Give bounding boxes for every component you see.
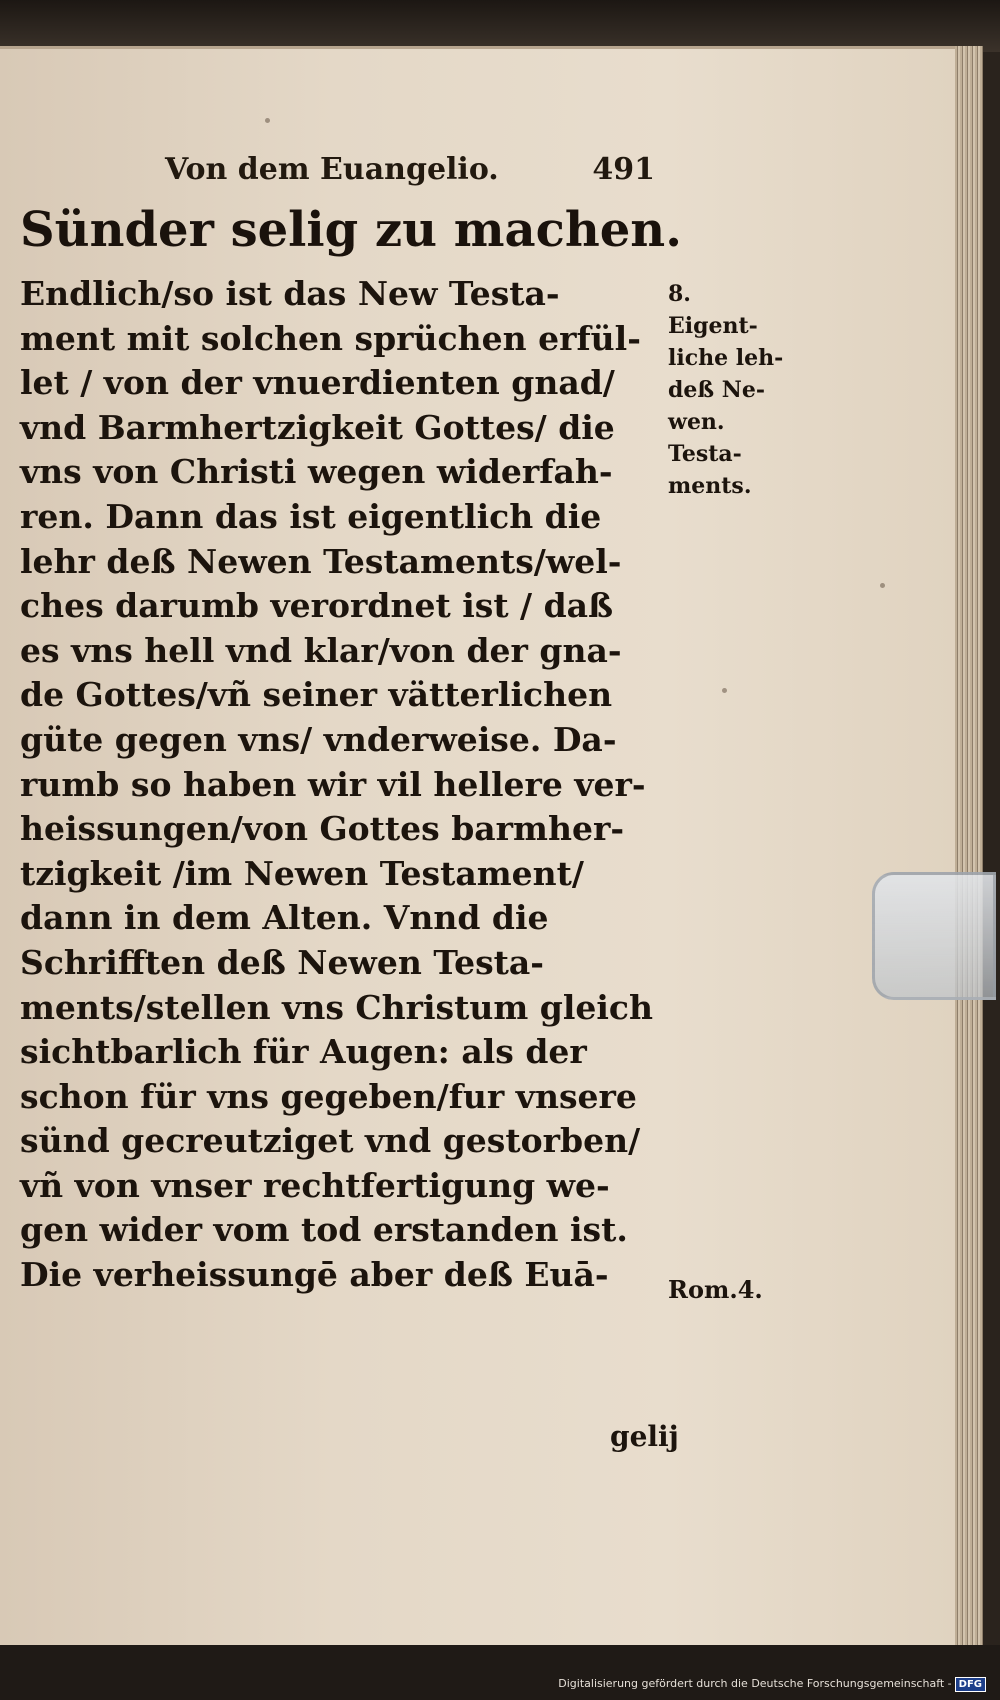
section-headline: Sünder selig zu machen.: [20, 202, 682, 258]
digitization-credit: [558, 1677, 986, 1692]
text-line: de Gottes/vñ seiner vätterlichen: [20, 675, 613, 715]
margin-reference: Rom.4.: [668, 1275, 763, 1304]
text-line: ren. Dann das ist eigentlich die: [20, 496, 602, 536]
margin-note-line: 8.: [668, 281, 691, 307]
ink-speck: [265, 118, 270, 123]
ink-speck: [880, 583, 885, 588]
text-line: let / von der vnuerdienten gnad/: [20, 363, 615, 403]
catchword: gelij: [610, 1420, 679, 1453]
top-edge-shadow: [0, 0, 1000, 52]
margin-note-line: liche leh-: [668, 345, 784, 371]
margin-note-line: wen.: [668, 409, 725, 435]
ink-speck: [722, 688, 727, 693]
text-line: Schrifften deß Newen Testa-: [20, 942, 544, 982]
margin-note-line: Eigent-: [668, 313, 758, 339]
text-line: schon für vns gegeben/fur vnsere: [20, 1076, 637, 1116]
text-line: sünd gecreutziget vnd gestorben/: [20, 1121, 641, 1161]
dfg-logo: DFG: [955, 1677, 986, 1692]
text-line: güte gegen vns/ vnderweise. Da-: [20, 719, 617, 759]
text-line: vnd Barmhertzigkeit Gottes/ die: [20, 407, 615, 447]
page-edges: [955, 46, 983, 1648]
text-line: vñ von vnser rechtfertigung we-: [20, 1165, 610, 1205]
page-clip: [872, 872, 996, 1000]
text-line: heissungen/von Gottes barmher-: [20, 809, 625, 849]
text-line: sichtbarlich für Augen: als der: [20, 1032, 587, 1072]
text-line: vns von Christi wegen widerfah-: [20, 452, 613, 492]
credit-text: Digitalisierung gefördert durch die Deutsche Forschungsgemeinschaft -: [558, 1677, 952, 1690]
margin-note-line: Testa-: [668, 441, 742, 467]
running-head-title: Von dem Euangelio.: [165, 152, 499, 187]
running-head: [165, 152, 655, 187]
text-line: tzigkeit /im Newen Testament/: [20, 853, 584, 893]
text-line: rumb so haben wir vil hellere ver-: [20, 764, 646, 804]
margin-note-line: ments.: [668, 473, 752, 499]
text-line: gen wider vom tod erstanden ist.: [20, 1210, 628, 1250]
text-line: ches darumb verordnet ist / daß: [20, 586, 614, 626]
text-line: lehr deß Newen Testaments/wel-: [20, 541, 622, 581]
text-line: dann in dem Alten. Vnnd die: [20, 898, 549, 938]
text-line: Endlich/so ist das New Testa-: [20, 274, 560, 313]
text-line: ments/stellen vns Christum gleich: [20, 987, 654, 1027]
margin-note: [668, 278, 788, 502]
margin-note-line: deß Ne-: [668, 377, 765, 403]
page-number: 491: [592, 152, 655, 187]
text-line: es vns hell vnd klar/von der gna-: [20, 630, 622, 670]
body-text: [20, 272, 670, 1298]
text-line: ment mit solchen sprüchen erfül-: [20, 318, 641, 358]
text-line: Die verheissungē aber deß Euā-: [20, 1255, 609, 1295]
